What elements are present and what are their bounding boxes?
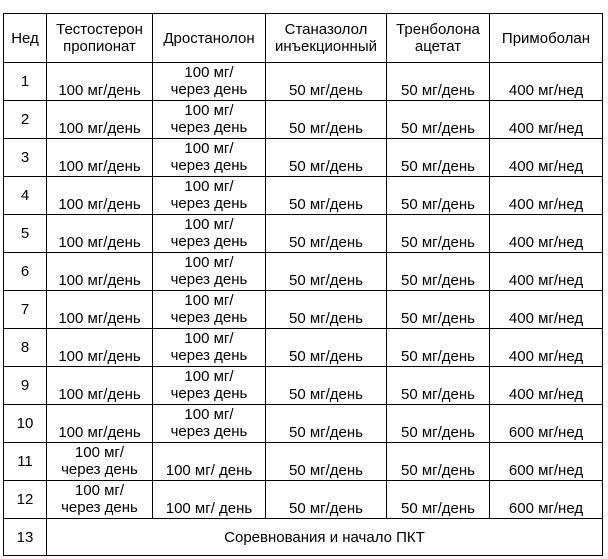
dose-line: 50 мг/день — [289, 386, 363, 403]
dose-cell — [153, 215, 266, 253]
dose-cell — [490, 63, 603, 101]
dose-cell — [47, 443, 153, 481]
dose-cell — [266, 329, 387, 367]
dose-cell — [490, 215, 603, 253]
dose-line: 100 мг/ — [184, 292, 234, 309]
dose-cell — [490, 481, 603, 519]
table-row-footer — [4, 519, 603, 556]
dose-cell — [47, 177, 153, 215]
dose-line: 50 мг/день — [401, 424, 475, 441]
dose-line: 100 мг/ — [184, 368, 234, 385]
table-row — [4, 139, 603, 177]
dose-cell — [266, 443, 387, 481]
dose-line: 100 мг/ — [184, 406, 234, 423]
table-row — [4, 63, 603, 101]
header-primobolan — [490, 14, 603, 63]
competition-note: Соревнования и начало ПКТ — [47, 519, 603, 556]
dose-cell — [490, 139, 603, 177]
week-cell: 12 — [4, 481, 47, 519]
dose-cell — [153, 481, 266, 519]
cycle-table-container — [3, 13, 603, 556]
dose-line: 50 мг/день — [289, 500, 363, 517]
table-body — [4, 63, 603, 556]
dose-line: 50 мг/день — [289, 310, 363, 327]
dose-cell — [387, 101, 490, 139]
dose-cell — [47, 63, 153, 101]
dose-line: 50 мг/день — [401, 120, 475, 137]
dose-line: через день — [61, 499, 138, 516]
dose-line: 100 мг/день — [58, 234, 141, 251]
dose-line: 600 мг/нед — [508, 500, 584, 517]
dose-line: 100 мг/ — [184, 64, 234, 81]
dose-line: 50 мг/день — [289, 234, 363, 251]
week-cell: 3 — [4, 139, 47, 177]
table-row — [4, 405, 603, 443]
header-testosterone-propionate — [47, 14, 153, 63]
dose-cell — [266, 291, 387, 329]
dose-line: 50 мг/день — [401, 234, 475, 251]
dose-line: 100 мг/день — [58, 196, 141, 213]
dose-cell — [387, 63, 490, 101]
header-line: ацетат — [414, 38, 462, 55]
dose-line: через день — [170, 119, 248, 136]
dose-line: 100 мг/ — [184, 178, 234, 195]
dose-cell — [490, 443, 603, 481]
dose-cell — [153, 443, 266, 481]
header-row — [4, 14, 603, 63]
table-row — [4, 253, 603, 291]
dose-line: 400 мг/нед — [508, 310, 584, 327]
dose-line: через день — [170, 385, 248, 402]
dose-line: 100 мг/день — [58, 120, 141, 137]
dose-cell — [47, 405, 153, 443]
table-row — [4, 329, 603, 367]
dose-line: 100 мг/день — [58, 82, 141, 99]
dose-cell — [266, 215, 387, 253]
dose-cell — [387, 215, 490, 253]
week-cell: 2 — [4, 101, 47, 139]
dose-line: 400 мг/нед — [508, 120, 584, 137]
dose-cell — [47, 253, 153, 291]
dose-line: 100 мг/ — [184, 330, 234, 347]
dose-line: через день — [170, 423, 248, 440]
dose-line: 400 мг/нед — [508, 272, 584, 289]
header-line: пропионат — [63, 38, 136, 55]
dose-cell — [47, 329, 153, 367]
dose-line: 100 мг/ — [74, 482, 125, 499]
header-line: Тренболона — [396, 21, 480, 38]
dose-line: через день — [170, 347, 248, 364]
dose-line: 50 мг/день — [401, 82, 475, 99]
dose-cell — [153, 63, 266, 101]
dose-line: 600 мг/нед — [508, 462, 584, 479]
dose-cell — [387, 481, 490, 519]
dose-cell — [387, 367, 490, 405]
dose-cell — [387, 443, 490, 481]
week-cell: 5 — [4, 215, 47, 253]
header-line: Дростанолон — [163, 29, 255, 47]
dose-cell — [47, 291, 153, 329]
dose-cell — [387, 405, 490, 443]
dose-line: 50 мг/день — [289, 158, 363, 175]
dose-cell — [47, 481, 153, 519]
header-week — [4, 14, 47, 63]
dose-line: 400 мг/нед — [508, 158, 584, 175]
dose-cell — [490, 367, 603, 405]
dose-cell — [266, 101, 387, 139]
dose-line: 100 мг/день — [58, 158, 141, 175]
dose-cell — [387, 291, 490, 329]
dose-line: 100 мг/день — [58, 348, 141, 365]
week-cell: 11 — [4, 443, 47, 481]
header-drostanolone — [153, 14, 266, 63]
dose-line: 50 мг/день — [401, 158, 475, 175]
dose-line: 400 мг/нед — [508, 348, 584, 365]
dose-cell — [153, 253, 266, 291]
dose-line: через день — [170, 271, 248, 288]
dose-line: 400 мг/нед — [508, 386, 584, 403]
week-cell: 8 — [4, 329, 47, 367]
dose-cell — [266, 405, 387, 443]
dose-cell — [266, 63, 387, 101]
week-cell: 6 — [4, 253, 47, 291]
dose-cell — [490, 177, 603, 215]
week-cell: 1 — [4, 63, 47, 101]
dose-cell — [47, 215, 153, 253]
dose-line: 400 мг/нед — [508, 196, 584, 213]
dose-cell — [153, 291, 266, 329]
week-cell: 9 — [4, 367, 47, 405]
dose-cell — [490, 405, 603, 443]
dose-line: 100 мг/день — [58, 424, 141, 441]
dose-cell — [153, 139, 266, 177]
dose-line: через день — [170, 81, 248, 98]
table-row — [4, 215, 603, 253]
dose-line: 100 мг/ — [184, 254, 234, 271]
dose-line: 100 мг/день — [58, 386, 141, 403]
week-cell: 4 — [4, 177, 47, 215]
dose-line: 600 мг/нед — [508, 424, 584, 441]
dose-cell — [47, 101, 153, 139]
dose-line: 100 мг/ — [74, 444, 125, 461]
dose-line: 50 мг/день — [401, 348, 475, 365]
dose-line: через день — [170, 309, 248, 326]
dose-line: 50 мг/день — [289, 272, 363, 289]
dose-line: 50 мг/день — [401, 500, 475, 517]
dose-line: 50 мг/день — [289, 462, 363, 479]
dose-line: 100 мг/ день — [165, 500, 253, 517]
dose-cell — [47, 367, 153, 405]
header-line: Нед — [11, 29, 39, 47]
dose-line: 50 мг/день — [289, 424, 363, 441]
dose-line: 50 мг/день — [289, 82, 363, 99]
dose-cell — [387, 139, 490, 177]
dose-cell — [266, 253, 387, 291]
dose-line: 50 мг/день — [289, 196, 363, 213]
dose-cell — [387, 329, 490, 367]
dose-line: 100 мг/ — [184, 102, 234, 119]
header-line: Тестостерон — [56, 21, 143, 38]
dose-cell — [153, 177, 266, 215]
dose-line: 50 мг/день — [401, 272, 475, 289]
dose-cell — [490, 291, 603, 329]
dose-line: 50 мг/день — [401, 462, 475, 479]
table-row — [4, 177, 603, 215]
dose-line: 100 мг/ — [184, 216, 234, 233]
dose-cell — [266, 367, 387, 405]
dose-cell — [490, 101, 603, 139]
dose-line: 100 мг/день — [58, 272, 141, 289]
table-row — [4, 101, 603, 139]
header-stanozolol-injectable — [266, 14, 387, 63]
dose-cell — [490, 329, 603, 367]
table-row — [4, 481, 603, 519]
week-cell: 10 — [4, 405, 47, 443]
dose-line: 400 мг/нед — [508, 234, 584, 251]
dose-line: 100 мг/день — [58, 310, 141, 327]
dose-cell — [387, 253, 490, 291]
dose-line: через день — [61, 461, 138, 478]
dose-line: через день — [170, 157, 248, 174]
dose-line: 50 мг/день — [401, 386, 475, 403]
dose-cell — [387, 177, 490, 215]
table-row — [4, 367, 603, 405]
dose-line: через день — [170, 233, 248, 250]
dose-line: 50 мг/день — [401, 196, 475, 213]
dose-line: 400 мг/нед — [508, 82, 584, 99]
dose-line: через день — [170, 195, 248, 212]
dose-line: 100 мг/ день — [165, 462, 253, 479]
dose-cell — [153, 329, 266, 367]
dose-line: 100 мг/ — [184, 140, 234, 157]
header-trenbolone-acetate — [387, 14, 490, 63]
dose-cell — [266, 481, 387, 519]
dose-cell — [153, 101, 266, 139]
header-line: Примоболан — [501, 29, 591, 47]
cycle-table — [3, 13, 603, 556]
dose-cell — [153, 367, 266, 405]
table-row — [4, 443, 603, 481]
dose-cell — [490, 253, 603, 291]
dose-line: 50 мг/день — [289, 348, 363, 365]
header-line: инъекционный — [275, 38, 377, 55]
week-cell: 7 — [4, 291, 47, 329]
dose-line: 50 мг/день — [289, 120, 363, 137]
week-cell: 13 — [4, 519, 47, 556]
dose-line: 50 мг/день — [401, 310, 475, 327]
dose-cell — [47, 139, 153, 177]
dose-cell — [266, 139, 387, 177]
dose-cell — [153, 405, 266, 443]
table-row — [4, 291, 603, 329]
dose-cell — [266, 177, 387, 215]
header-line: Станазолол — [284, 21, 368, 38]
